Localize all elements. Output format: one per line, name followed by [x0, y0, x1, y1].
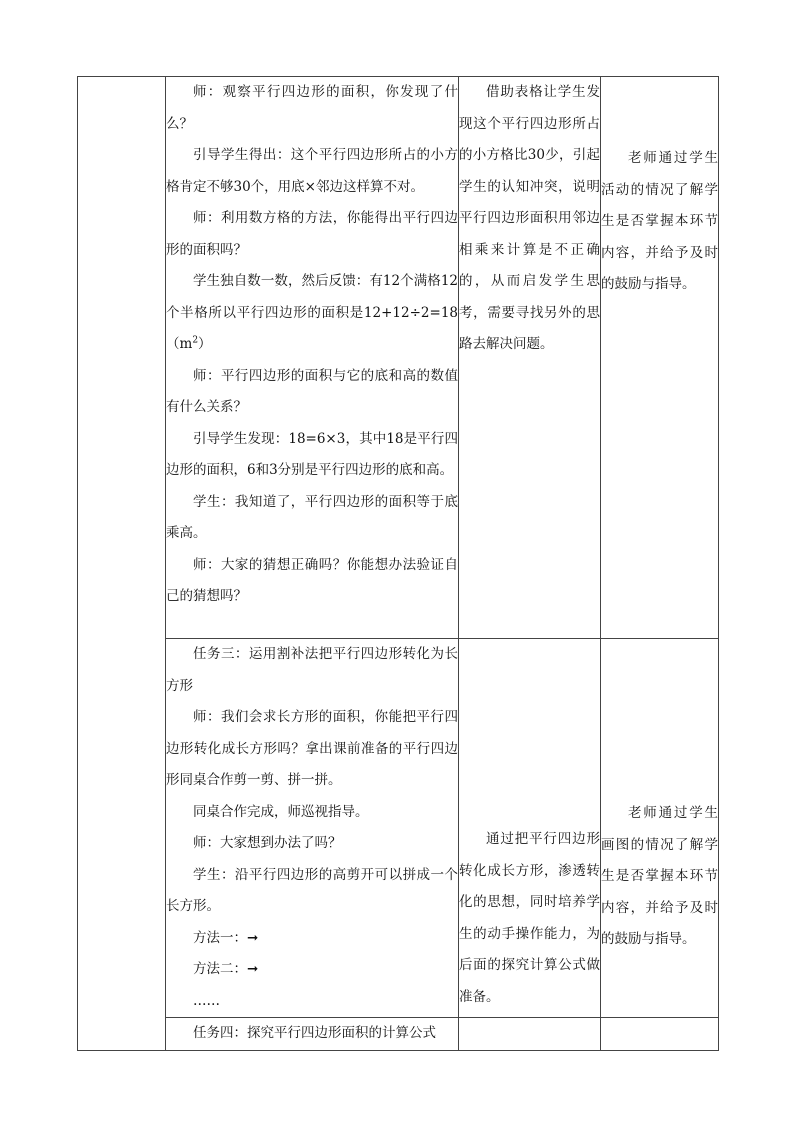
process-paragraph: 任务四：探究平行四边形面积的计算公式 — [193, 1025, 436, 1041]
process-paragraph: 引导学生发现：18=6×3，其中18是平行四边形的面积，6和3分别是平行四边形的底和高。 — [166, 430, 458, 478]
assessment-cell — [601, 1018, 719, 1051]
arrow-icon: ➞ — [247, 929, 259, 946]
design-intent-cell — [459, 1018, 601, 1051]
table-row — [78, 77, 719, 639]
process-paragraph: 师：大家的猜想正确吗？你能想办法验证自己的猜想吗？ — [166, 556, 458, 604]
process-paragraph: 师：平行四边形的面积与它的底和高的数值有什么关系？ — [166, 367, 458, 415]
assessment-text: 老师通过学生活动的情况了解学生是否掌握本环节内容，并给予及时的鼓励与指导。 — [601, 150, 718, 292]
process-paragraph: 同桌合作完成，师巡视指导。 — [193, 803, 369, 820]
process-paragraph: 师：我们会求长方形的面积，你能把平行四边形转化成长方形吗？拿出课前准备的平行四边形同桌合作剪一剪、拼一拼。 — [166, 709, 458, 788]
lesson-plan-table — [77, 76, 719, 1051]
process-paragraph: 学生独自数一数，然后反馈：有12个满格12个半格所以平行四边形的面积是$12+12\div 2=18(m^2)$ — [166, 273, 458, 352]
area-statement: 学生独自数一数，然后反馈：有12个满格12个半格所以平行四边形的面积是12+12÷2=18（m — [166, 273, 458, 352]
teaching-process-cell — [166, 77, 459, 639]
assessment-cell — [601, 639, 719, 1018]
process-paragraph: 学生：我知道了，平行四边形的面积等于底乘高。 — [166, 493, 458, 541]
assessment-cell — [601, 77, 719, 639]
process-paragraph — [166, 923, 458, 955]
process-paragraph: 师：观察平行四边形的面积，你发现了什么？ — [166, 84, 458, 132]
method-one-label: 方法一： — [193, 929, 247, 946]
table-row — [78, 1018, 719, 1051]
design-intent-text: 借助表格让学生发现这个平行四边形所占的小方格比30少，引起学生的认知冲突，说明平行四边形面积用邻边相乘来计算是不正确的，从而启发学生思考，需要寻找另外的思路去解决问题。 — [459, 84, 600, 352]
method-two-label: 方法二： — [193, 961, 247, 977]
teaching-process-cell — [166, 1018, 459, 1051]
process-paragraph: 师：利用数方格的方法，你能得出平行四边形的面积吗？ — [166, 210, 458, 258]
arrow-icon: ➞ — [247, 961, 259, 977]
process-paragraph: 学生：沿平行四边形的高剪开可以拼成一个长方形。 — [166, 866, 458, 914]
teaching-process-cell — [166, 639, 459, 1018]
process-paragraph: 任务三：运用割补法把平行四边形转化为长方形 — [166, 646, 458, 694]
design-intent-cell — [459, 77, 601, 639]
process-paragraph: 师：大家想到办法了吗？ — [193, 835, 342, 851]
table-row — [78, 639, 719, 1018]
design-intent-text: 通过把平行四边形转化成长方形，渗透转化的思想，同时培养学生的动手操作能力，为后面的探究计算公式做准备。 — [459, 831, 600, 1005]
assessment-text: 老师通过学生画图的情况了解学生是否掌握本环节内容，并给予及时的鼓励与指导。 — [601, 805, 718, 947]
unit-superscript: 2 — [192, 335, 199, 346]
process-paragraph: …… — [193, 992, 220, 1009]
design-intent-cell — [459, 639, 601, 1018]
process-paragraph: 引导学生得出：这个平行四边形所占的小方格肯定不够30个，用底×邻边这样算不对。 — [166, 147, 458, 195]
process-paragraph — [166, 954, 458, 986]
stage-column-cell — [78, 77, 166, 1051]
